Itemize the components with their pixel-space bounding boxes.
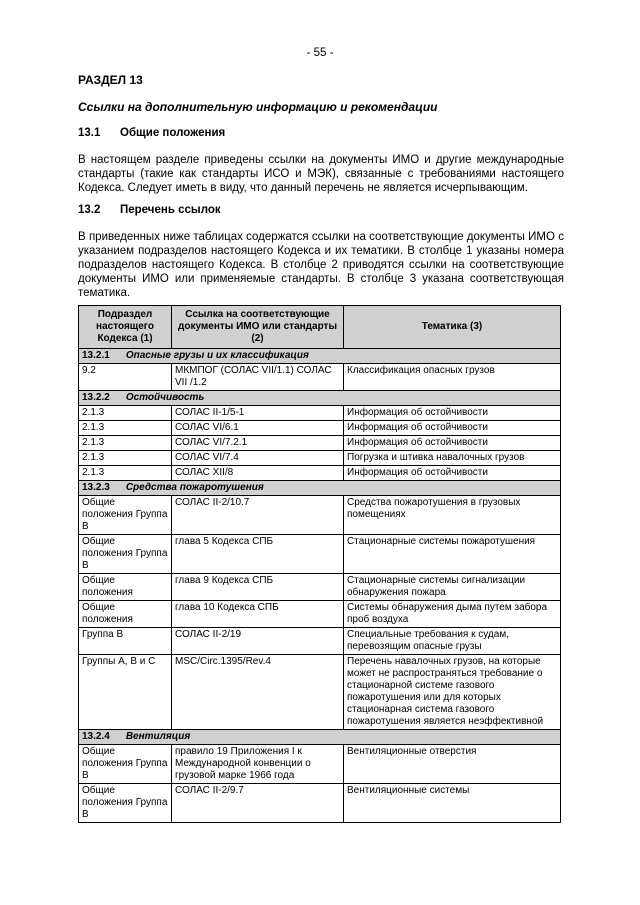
heading-13-1 [78,126,564,140]
table-cell-col-1: Общие положения Группа В [79,784,172,823]
heading-title: Общие положения [120,127,226,139]
table-cell-col-1: Общие положения Группа В [79,745,172,784]
page-number: - 55 - [306,47,334,59]
paragraph-references: В приведенных ниже таблицах содержатся ссылки на соответствующие документы ИМО с указанием подразделов настоящего Кодекса и их тематики. В столбце 1 указаны номера подразделов настоящего Кодекса. В столбце 2 приводятся ссылки на соответствующие документы ИМО или применяемые стандарты. В столбце 3 указана соответствующая тематика. [78,231,564,299]
table-group-row [79,481,561,496]
table-cell-col-1: Группа В [79,628,172,655]
table-row [79,628,561,655]
table-cell-col-3: Классификация опасных грузов [344,364,561,391]
table-cell-col-1: 2.1.3 [79,436,172,451]
table-cell-col-1: 9.2 [79,364,172,391]
table-cell-col-1: Общие положения Группа В [79,496,172,535]
table-cell-col-3: Средства пожаротушения в грузовых помещениях [344,496,561,535]
group-number: 13.2.2 [82,392,110,403]
group-title: Средства пожаротушения [125,482,264,493]
group-heading [79,349,561,364]
table-row [79,574,561,601]
table-cell-col-3: Специальные требования к судам, перевозящим опасные грузы [344,628,561,655]
table-cell-col-3: Информация об остойчивости [344,406,561,421]
table-cell-col-1: Общие положения Группа В [79,535,172,574]
table-row [79,655,561,730]
table-row [79,364,561,391]
table-cell-col-2: МКМПОГ (СОЛАС VII/1.1) СОЛАС VII /1.2 [172,364,344,391]
table-cell-col-2: СОЛАС II-1/5-1 [172,406,344,421]
group-number: 13.2.1 [82,350,110,361]
section-subtitle: Ссылки на дополнительную информацию и рекомендации [78,100,438,114]
table-row [79,784,561,823]
group-number: 13.2.4 [82,731,110,742]
table-cell-col-2: СОЛАС II-2/19 [172,628,344,655]
table-cell-col-2: MSC/Circ.1395/Rev.4 [172,655,344,730]
header-col-3: Тематика (3) [344,306,561,349]
table-cell-col-3: Погрузка и штивка навалочных грузов [344,451,561,466]
group-heading [79,391,561,406]
table-row [79,421,561,436]
section-title: РАЗДЕЛ 13 [78,73,143,87]
table-cell-col-2: глава 5 Кодекса СПБ [172,535,344,574]
table-cell-col-2: СОЛАС II-2/10.7 [172,496,344,535]
group-heading [79,730,561,745]
group-number: 13.2.3 [82,482,110,493]
heading-number: 13.2 [78,204,101,216]
group-heading [79,481,561,496]
group-title: Вентиляция [125,731,191,742]
table-cell-col-3: Системы обнаружения дыма путем забора проб воздуха [344,601,561,628]
heading-13-2 [78,203,564,217]
table-cell-col-2: СОЛАС VI/6.1 [172,421,344,436]
header-col-1: Подраздел настоящего Кодекса (1) [79,306,172,349]
table-cell-col-3: Вентиляционные системы [344,784,561,823]
table-cell-col-1: 2.1.3 [79,466,172,481]
table-row [79,535,561,574]
table-row [79,745,561,784]
table-row [79,406,561,421]
table-row [79,496,561,535]
references-table [78,305,561,823]
table-cell-col-1: 2.1.3 [79,406,172,421]
table-cell-col-3: Перечень навалочных грузов, на которые может не распространяться требование о стационарной системе газового пожаротушения или для которых стационарная система газового пожаротушения является неэффективной [344,655,561,730]
table-cell-col-2: правило 19 Приложения I к Международной конвенции о грузовой марке 1966 года [172,745,344,784]
table-row [79,436,561,451]
table-header-row [79,306,561,349]
table-cell-col-1: 2.1.3 [79,421,172,436]
heading-number: 13.1 [78,127,101,139]
table-cell-col-2: СОЛАС VI/7.2.1 [172,436,344,451]
table-cell-col-2: глава 9 Кодекса СПБ [172,574,344,601]
group-title: Опасные грузы и их классификация [125,350,309,361]
table-cell-col-2: СОЛАС XII/8 [172,466,344,481]
table-row [79,466,561,481]
heading-title: Перечень ссылок [120,204,221,216]
table-cell-col-1: Группы А, В и С [79,655,172,730]
table-cell-col-3: Вентиляционные отверстия [344,745,561,784]
table-row [79,451,561,466]
paragraph-general: В настоящем разделе приведены ссылки на документы ИМО и другие международные стандарты (такие как стандарты ИСО и МЭК), связанные с требованиями настоящего Кодекса. Следует иметь в виду, что данный перечень не является исчерпывающим. [78,154,564,194]
table-group-row [79,730,561,745]
header-col-2: Ссылка на соответствующие документы ИМО или стандарты (2) [172,306,344,349]
table-cell-col-1: Общие положения [79,574,172,601]
table-cell-col-2: глава 10 Кодекса СПБ [172,601,344,628]
table-cell-col-3: Информация об остойчивости [344,421,561,436]
table-cell-col-3: Стационарные системы пожаротушения [344,535,561,574]
table-cell-col-3: Стационарные системы сигнализации обнаружения пожара [344,574,561,601]
table-group-row [79,391,561,406]
table-body [79,349,561,823]
table-cell-col-1: 2.1.3 [79,451,172,466]
table-cell-col-3: Информация об остойчивости [344,466,561,481]
group-title: Остойчивость [125,392,205,403]
table-row [79,601,561,628]
table-cell-col-2: СОЛАС II-2/9.7 [172,784,344,823]
table-cell-col-2: СОЛАС VI/7.4 [172,451,344,466]
table-cell-col-1: Общие положения [79,601,172,628]
table-group-row [79,349,561,364]
table-cell-col-3: Информация об остойчивости [344,436,561,451]
